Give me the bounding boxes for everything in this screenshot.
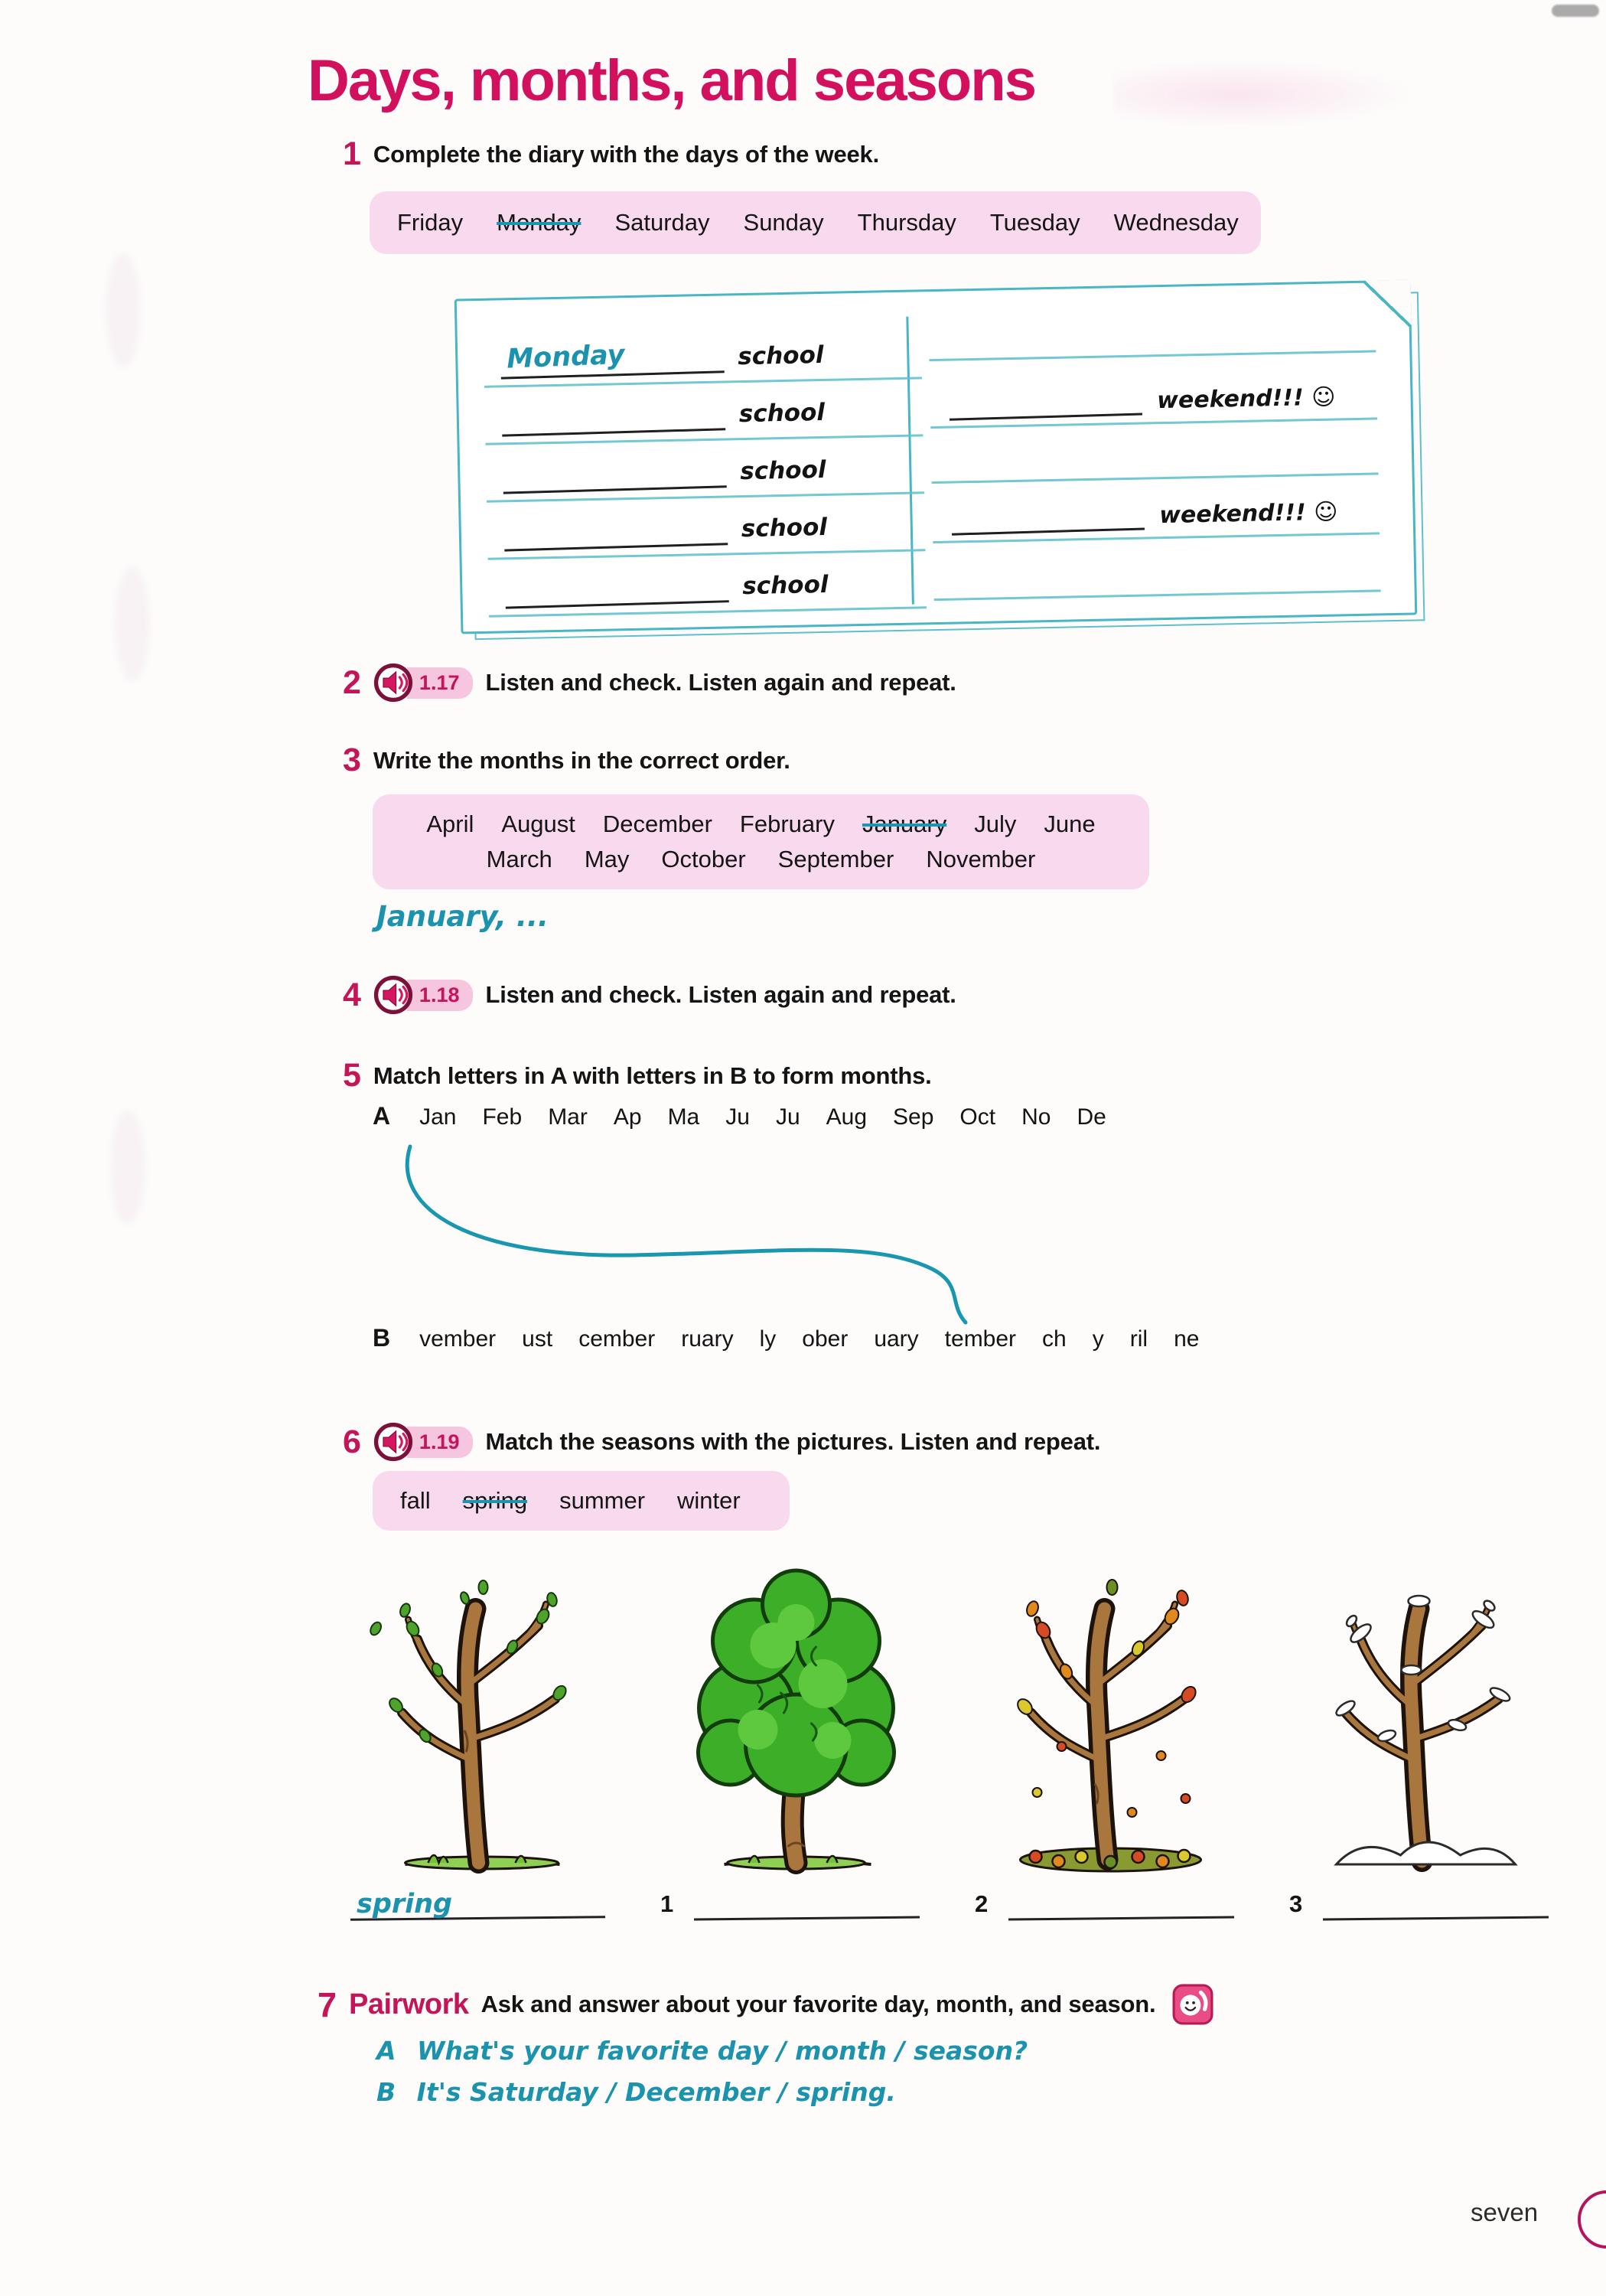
pairwork-faces-icon bbox=[1172, 1984, 1213, 2025]
word-bank-word: October bbox=[661, 846, 746, 872]
month-part[interactable]: Aug bbox=[826, 1104, 868, 1130]
word-bank-word: August bbox=[501, 810, 575, 837]
speaker-icon bbox=[373, 663, 413, 703]
diary-rule bbox=[933, 589, 1381, 600]
row-a-label: A bbox=[373, 1102, 391, 1130]
exercise-2-instruction: Listen and check. Listen again and repeat. bbox=[485, 669, 956, 696]
page-number-circle bbox=[1578, 2190, 1606, 2249]
dialogue-line-b bbox=[376, 2077, 896, 2107]
month-part[interactable]: ril bbox=[1129, 1326, 1148, 1352]
weekend-label: weekend!!! ☺ bbox=[1158, 498, 1338, 530]
word-bank-word: September bbox=[777, 846, 894, 872]
diary-rule bbox=[489, 606, 927, 617]
picture-number: 2 bbox=[975, 1890, 989, 1917]
exercise-6-header bbox=[343, 1422, 1100, 1462]
days-word-bank bbox=[370, 191, 1261, 254]
tree-label-spring bbox=[346, 1883, 631, 1926]
exercise-7-header bbox=[318, 1984, 1213, 2025]
word-bank-word: fall bbox=[400, 1487, 431, 1514]
exercise-1-header bbox=[343, 135, 880, 172]
school-label: school bbox=[738, 398, 826, 429]
exercise-7-instruction: Ask and answer about your favorite day, month, and season. bbox=[480, 1991, 1156, 2017]
spring-tree-illustration bbox=[346, 1555, 617, 1877]
audio-track-number: 1.17 bbox=[407, 667, 474, 699]
summer-tree-illustration bbox=[660, 1555, 932, 1877]
match-row-b bbox=[373, 1324, 1199, 1352]
diary-row bbox=[505, 553, 888, 608]
row-b-label: B bbox=[373, 1324, 391, 1352]
word-bank-word: November bbox=[926, 846, 1036, 872]
diary-row-weekend bbox=[948, 364, 1377, 419]
month-part[interactable]: Ju bbox=[725, 1104, 750, 1130]
word-bank-word: Saturday bbox=[614, 209, 710, 236]
answer-blank[interactable] bbox=[1323, 1916, 1549, 1920]
month-part[interactable]: vember bbox=[419, 1326, 497, 1352]
month-part[interactable]: ust bbox=[522, 1326, 553, 1352]
match-row-a bbox=[373, 1102, 1106, 1130]
scan-smudge bbox=[106, 253, 141, 367]
months-example-answer[interactable]: January, ... bbox=[376, 900, 549, 933]
season-picture-summer bbox=[660, 1555, 946, 1926]
word-bank-word: April bbox=[426, 810, 474, 837]
answer-blank[interactable] bbox=[952, 525, 1145, 535]
month-part[interactable]: tember bbox=[944, 1326, 1017, 1352]
season-example-answer: spring bbox=[357, 1889, 453, 1919]
word-bank-word: Tuesday bbox=[989, 209, 1080, 236]
month-part[interactable]: ch bbox=[1042, 1326, 1067, 1352]
word-bank-word: June bbox=[1044, 810, 1096, 837]
season-picture-fall bbox=[975, 1555, 1260, 1926]
exercise-5-instruction: Match letters in A with letters in B to form months. bbox=[373, 1062, 932, 1089]
exercise-1-instruction: Complete the diary with the days of the week. bbox=[373, 140, 880, 168]
answer-blank[interactable] bbox=[950, 410, 1142, 420]
month-part[interactable]: No bbox=[1021, 1104, 1051, 1130]
word-bank-word: December bbox=[602, 810, 712, 837]
diary-column-divider bbox=[906, 317, 914, 605]
season-picture-winter bbox=[1289, 1555, 1575, 1926]
exercise-7-number: 7 bbox=[318, 1985, 337, 2024]
pairwork-label: Pairwork bbox=[349, 1988, 469, 2020]
word-bank-word: May bbox=[584, 846, 630, 872]
month-part[interactable]: Sep bbox=[893, 1104, 934, 1130]
word-bank-word: winter bbox=[677, 1487, 741, 1514]
answer-blank[interactable] bbox=[506, 598, 729, 608]
diary-example-answer: Monday bbox=[506, 339, 626, 375]
audio-chip bbox=[373, 663, 474, 703]
exercise-4-header bbox=[343, 975, 956, 1015]
picture-number: 3 bbox=[1289, 1890, 1303, 1917]
month-part[interactable]: Ma bbox=[667, 1104, 700, 1130]
scan-smudge bbox=[110, 1110, 145, 1225]
month-part[interactable]: cember bbox=[578, 1326, 656, 1352]
diary-row bbox=[503, 438, 886, 493]
print-bleed-artifact bbox=[1113, 60, 1419, 129]
page-fold-corner bbox=[1363, 280, 1411, 328]
audio-track-number: 1.18 bbox=[407, 980, 474, 1011]
school-label: school bbox=[739, 455, 826, 486]
word-bank-word-struck: Monday bbox=[497, 209, 581, 236]
diary-row bbox=[503, 495, 887, 550]
speaker-icon bbox=[373, 1422, 413, 1462]
diary-card bbox=[454, 280, 1418, 634]
month-part[interactable]: ly bbox=[759, 1326, 777, 1352]
word-bank-word: summer bbox=[559, 1487, 646, 1514]
audio-track-number: 1.19 bbox=[407, 1427, 474, 1458]
dialogue-a-text: What's your favorite day / month / season? bbox=[417, 2036, 1028, 2066]
month-part[interactable]: ne bbox=[1174, 1326, 1200, 1352]
answer-blank[interactable] bbox=[502, 426, 725, 436]
word-bank-word: February bbox=[739, 810, 835, 837]
month-part[interactable]: Ju bbox=[775, 1104, 800, 1130]
month-part[interactable]: Ap bbox=[613, 1104, 642, 1130]
answer-blank[interactable] bbox=[1008, 1916, 1234, 1920]
scan-smudge bbox=[115, 566, 150, 681]
exercise-6-number: 6 bbox=[343, 1423, 361, 1460]
exercise-4-instruction: Listen and check. Listen again and repeat. bbox=[485, 981, 956, 1008]
exercise-5-number: 5 bbox=[343, 1057, 361, 1094]
month-part[interactable]: Jan bbox=[419, 1104, 457, 1130]
month-part[interactable]: y bbox=[1092, 1326, 1104, 1352]
school-label: school bbox=[741, 513, 828, 543]
diary-row-weekend bbox=[950, 478, 1380, 534]
dialogue-b-text: It's Saturday / December / spring. bbox=[416, 2077, 896, 2107]
month-part[interactable]: ruary bbox=[681, 1326, 734, 1352]
fall-tree-illustration bbox=[975, 1555, 1246, 1877]
month-part[interactable]: Feb bbox=[482, 1104, 523, 1130]
word-bank-word: July bbox=[974, 810, 1017, 837]
word-bank-word-struck: January bbox=[862, 810, 947, 837]
page-number-word: seven bbox=[1471, 2198, 1539, 2226]
audio-chip bbox=[373, 1422, 474, 1462]
word-bank-word: Wednesday bbox=[1113, 209, 1239, 236]
month-part[interactable]: ober bbox=[802, 1326, 849, 1352]
season-pictures bbox=[346, 1555, 1575, 1926]
tree-label-2 bbox=[975, 1883, 1260, 1926]
answer-blank[interactable] bbox=[504, 540, 728, 551]
diary-row bbox=[501, 380, 884, 435]
exercise-3-instruction: Write the months in the correct order. bbox=[373, 746, 790, 774]
word-bank-word: Sunday bbox=[743, 209, 824, 236]
tree-label-1 bbox=[660, 1883, 946, 1926]
word-bank-word: Thursday bbox=[857, 209, 956, 236]
word-bank-word-struck: spring bbox=[462, 1487, 528, 1514]
weekend-label: weekend!!! ☺ bbox=[1156, 383, 1336, 415]
exercise-1-number: 1 bbox=[343, 135, 361, 172]
answer-blank[interactable] bbox=[694, 1916, 920, 1920]
speaker-icon bbox=[373, 975, 413, 1015]
school-label: school bbox=[737, 341, 824, 371]
month-part[interactable]: uary bbox=[874, 1326, 919, 1352]
word-bank-word: Friday bbox=[397, 209, 464, 236]
word-bank-word: March bbox=[486, 846, 552, 872]
exercise-2-header bbox=[343, 663, 956, 703]
dialogue-line-a bbox=[376, 2036, 1028, 2066]
exercise-2-number: 2 bbox=[343, 664, 361, 701]
exercise-3-number: 3 bbox=[343, 742, 361, 778]
month-part[interactable]: Oct bbox=[959, 1104, 996, 1130]
school-label: school bbox=[741, 570, 829, 601]
audio-chip bbox=[373, 975, 474, 1015]
winter-tree-illustration bbox=[1289, 1555, 1561, 1877]
season-picture-spring bbox=[346, 1555, 631, 1926]
month-part[interactable]: Mar bbox=[548, 1104, 588, 1130]
example-match-curve bbox=[383, 1142, 1010, 1329]
speaker-b-label: B bbox=[376, 2077, 396, 2107]
months-word-bank bbox=[373, 794, 1149, 889]
exercise-6-instruction: Match the seasons with the pictures. Listen and repeat. bbox=[485, 1428, 1101, 1455]
seasons-word-bank bbox=[373, 1471, 790, 1531]
page-title: Days, months, and seasons bbox=[308, 48, 1035, 113]
diary-rule bbox=[929, 350, 1376, 360]
speaker-a-label: A bbox=[376, 2036, 396, 2066]
answer-blank[interactable] bbox=[503, 483, 727, 494]
exercise-3-header bbox=[343, 744, 790, 777]
exercise-5-header bbox=[343, 1059, 932, 1092]
tree-label-3 bbox=[1289, 1883, 1575, 1926]
month-part[interactable]: De bbox=[1077, 1104, 1106, 1130]
picture-number: 1 bbox=[660, 1890, 674, 1917]
scan-mark-artifact bbox=[1552, 5, 1599, 17]
exercise-4-number: 4 bbox=[343, 976, 361, 1013]
